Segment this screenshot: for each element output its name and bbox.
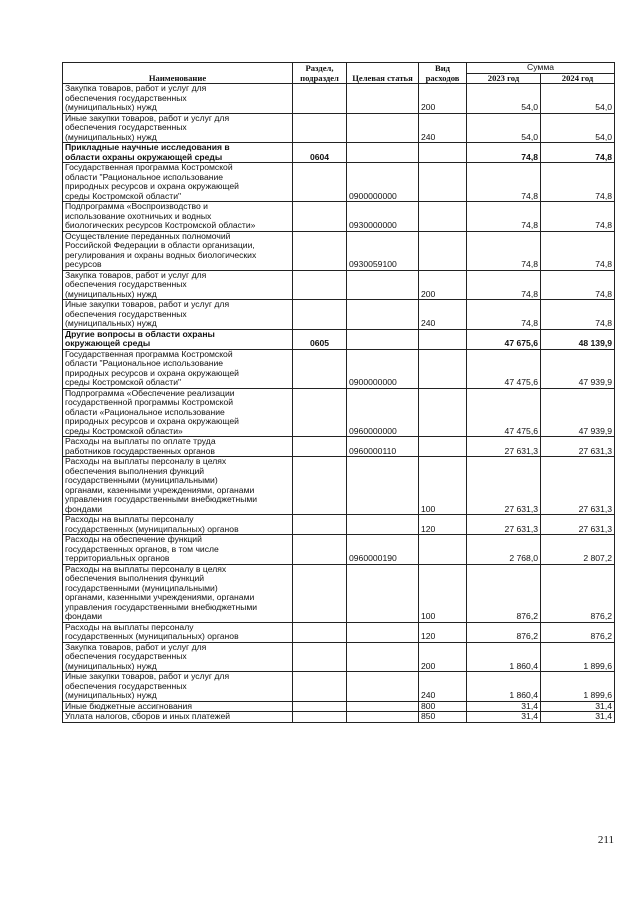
table-row <box>63 300 615 330</box>
row-amount-2023: 47 475,6 <box>467 349 541 388</box>
row-amount-2024: 48 139,9 <box>541 329 615 349</box>
row-amount-2024: 74,8 <box>541 202 615 232</box>
row-name: Закупка товаров, работ и услуг для обеспечения государственных (муниципальных) нужд <box>63 84 293 114</box>
table-row <box>63 270 615 300</box>
row-target-code <box>347 270 419 300</box>
table-header <box>63 63 615 84</box>
row-expense-kind <box>419 437 467 457</box>
row-amount-2023: 74,8 <box>467 231 541 270</box>
row-expense-kind: 200 <box>419 642 467 672</box>
row-section-code <box>293 672 347 702</box>
header-year-2024: 2024 год <box>541 73 615 84</box>
row-amount-2023: 27 631,3 <box>467 437 541 457</box>
table-row <box>63 329 615 349</box>
row-target-code <box>347 515 419 535</box>
budget-table <box>62 62 615 723</box>
row-section-code <box>293 300 347 330</box>
row-section-code <box>293 270 347 300</box>
row-name: Расходы на выплаты персоналу в целях обеспечения выполнения функций государственными (муниципальными) органами, казенными учреждениями, органами управления государственными внебюджетными фондами <box>63 457 293 515</box>
row-name: Уплата налогов, сборов и иных платежей <box>63 712 293 723</box>
row-amount-2023: 74,8 <box>467 202 541 232</box>
row-amount-2023: 27 631,3 <box>467 515 541 535</box>
row-name: Государственная программа Костромской области "Рациональное использование природных ресурсов и охрана окружающей среды Костромской области" <box>63 163 293 202</box>
row-amount-2024: 876,2 <box>541 622 615 642</box>
row-section-code <box>293 437 347 457</box>
row-expense-kind: 120 <box>419 515 467 535</box>
row-section-code <box>293 113 347 143</box>
table-row <box>63 457 615 515</box>
header-section: Раздел, подраздел <box>293 63 347 84</box>
row-section-code <box>293 457 347 515</box>
row-name: Государственная программа Костромской области "Рациональное использование природных ресурсов и охрана окружающей среды Костромской области" <box>63 349 293 388</box>
row-name: Иные закупки товаров, работ и услуг для обеспечения государственных (муниципальных) нужд <box>63 113 293 143</box>
row-section-code <box>293 564 347 622</box>
row-name: Подпрограмма «Воспроизводство и использование охотничьих и водных биологических ресурсов Костромской области» <box>63 202 293 232</box>
table-row <box>63 113 615 143</box>
row-amount-2023: 2 768,0 <box>467 535 541 565</box>
row-expense-kind: 850 <box>419 712 467 723</box>
row-amount-2024: 74,8 <box>541 231 615 270</box>
row-section-code <box>293 388 347 437</box>
table-row <box>63 564 615 622</box>
table-row <box>63 163 615 202</box>
row-target-code: 0900000000 <box>347 349 419 388</box>
header-name: Наименование <box>63 63 293 84</box>
row-section-code <box>293 231 347 270</box>
row-amount-2024: 74,8 <box>541 300 615 330</box>
row-amount-2023: 1 860,4 <box>467 672 541 702</box>
row-section-code <box>293 622 347 642</box>
table-row <box>63 84 615 114</box>
table-row <box>63 202 615 232</box>
row-amount-2023: 74,8 <box>467 300 541 330</box>
row-amount-2023: 74,8 <box>467 143 541 163</box>
table-row <box>63 437 615 457</box>
row-expense-kind <box>419 388 467 437</box>
page-number: 211 <box>597 834 614 846</box>
row-name: Прикладные научные исследования в области охраны окружающей среды <box>63 143 293 163</box>
row-section-code <box>293 515 347 535</box>
row-name: Иные закупки товаров, работ и услуг для обеспечения государственных (муниципальных) нужд <box>63 300 293 330</box>
table-row <box>63 672 615 702</box>
row-target-code <box>347 642 419 672</box>
row-amount-2023: 54,0 <box>467 113 541 143</box>
row-target-code <box>347 457 419 515</box>
row-expense-kind: 800 <box>419 701 467 712</box>
row-amount-2023: 27 631,3 <box>467 457 541 515</box>
row-target-code <box>347 84 419 114</box>
table-row <box>63 642 615 672</box>
row-section-code <box>293 701 347 712</box>
table-body <box>63 84 615 723</box>
row-expense-kind <box>419 535 467 565</box>
row-section-code: 0604 <box>293 143 347 163</box>
table-row <box>63 712 615 723</box>
row-amount-2024: 2 807,2 <box>541 535 615 565</box>
row-section-code: 0605 <box>293 329 347 349</box>
row-expense-kind: 200 <box>419 84 467 114</box>
table-row <box>63 349 615 388</box>
row-name: Закупка товаров, работ и услуг для обеспечения государственных (муниципальных) нужд <box>63 270 293 300</box>
row-section-code <box>293 535 347 565</box>
header-kind: Вид расходов <box>419 63 467 84</box>
row-amount-2024: 1 899,6 <box>541 672 615 702</box>
row-amount-2024: 1 899,6 <box>541 642 615 672</box>
table-row <box>63 535 615 565</box>
row-expense-kind <box>419 143 467 163</box>
row-target-code: 0960000190 <box>347 535 419 565</box>
row-amount-2024: 27 631,3 <box>541 457 615 515</box>
row-target-code <box>347 564 419 622</box>
table-row <box>63 622 615 642</box>
table-row <box>63 231 615 270</box>
row-amount-2024: 74,8 <box>541 163 615 202</box>
row-amount-2023: 47 475,6 <box>467 388 541 437</box>
row-expense-kind: 240 <box>419 672 467 702</box>
row-amount-2024: 27 631,3 <box>541 437 615 457</box>
row-expense-kind <box>419 329 467 349</box>
row-amount-2023: 47 675,6 <box>467 329 541 349</box>
row-expense-kind <box>419 163 467 202</box>
row-amount-2023: 54,0 <box>467 84 541 114</box>
row-amount-2024: 54,0 <box>541 113 615 143</box>
row-name: Подпрограмма «Обеспечение реализации государственной программы Костромской области «Рациональное использование природных ресурсов и охрана окружающей среды Костромской области» <box>63 388 293 437</box>
row-target-code: 0960000000 <box>347 388 419 437</box>
table-row <box>63 701 615 712</box>
row-name: Расходы на выплаты персоналу в целях обеспечения выполнения функций государственными (муниципальными) органами, казенными учреждениями, органами управления государственными внебюджетными фондами <box>63 564 293 622</box>
row-target-code <box>347 701 419 712</box>
row-target-code: 0930000000 <box>347 202 419 232</box>
row-amount-2024: 47 939,9 <box>541 349 615 388</box>
row-name: Другие вопросы в области охраны окружающей среды <box>63 329 293 349</box>
row-amount-2023: 31,4 <box>467 712 541 723</box>
row-target-code: 0930059100 <box>347 231 419 270</box>
table-row <box>63 143 615 163</box>
row-expense-kind: 100 <box>419 564 467 622</box>
row-amount-2023: 74,8 <box>467 163 541 202</box>
header-sum: Сумма <box>467 63 615 74</box>
row-amount-2024: 47 939,9 <box>541 388 615 437</box>
row-section-code <box>293 202 347 232</box>
row-name: Расходы на обеспечение функций государственных органов, в том числе территориальных органов <box>63 535 293 565</box>
row-amount-2023: 74,8 <box>467 270 541 300</box>
row-name: Иные бюджетные ассигнования <box>63 701 293 712</box>
header-target: Целевая статья <box>347 63 419 84</box>
row-expense-kind: 200 <box>419 270 467 300</box>
row-target-code <box>347 113 419 143</box>
row-section-code <box>293 163 347 202</box>
row-name: Осуществление переданных полномочий Российской Федерации в области организации, регулирования и охраны водных биологических ресурсов <box>63 231 293 270</box>
row-amount-2023: 31,4 <box>467 701 541 712</box>
row-expense-kind <box>419 349 467 388</box>
row-section-code <box>293 642 347 672</box>
row-section-code <box>293 712 347 723</box>
row-target-code <box>347 143 419 163</box>
row-target-code: 0900000000 <box>347 163 419 202</box>
row-expense-kind: 240 <box>419 113 467 143</box>
row-amount-2024: 876,2 <box>541 564 615 622</box>
row-amount-2024: 74,8 <box>541 143 615 163</box>
row-name: Расходы на выплаты по оплате труда работников государственных органов <box>63 437 293 457</box>
row-section-code <box>293 84 347 114</box>
row-target-code: 0960000110 <box>347 437 419 457</box>
row-expense-kind: 100 <box>419 457 467 515</box>
row-amount-2024: 74,8 <box>541 270 615 300</box>
row-target-code <box>347 672 419 702</box>
row-target-code <box>347 622 419 642</box>
row-expense-kind <box>419 202 467 232</box>
row-name: Расходы на выплаты персоналу государственных (муниципальных) органов <box>63 515 293 535</box>
row-target-code <box>347 300 419 330</box>
row-target-code <box>347 329 419 349</box>
row-expense-kind: 240 <box>419 300 467 330</box>
row-expense-kind <box>419 231 467 270</box>
row-target-code <box>347 712 419 723</box>
row-amount-2023: 876,2 <box>467 564 541 622</box>
table-row <box>63 515 615 535</box>
row-amount-2023: 876,2 <box>467 622 541 642</box>
row-name: Расходы на выплаты персоналу государственных (муниципальных) органов <box>63 622 293 642</box>
row-name: Закупка товаров, работ и услуг для обеспечения государственных (муниципальных) нужд <box>63 642 293 672</box>
header-year-2023: 2023 год <box>467 73 541 84</box>
row-amount-2024: 31,4 <box>541 712 615 723</box>
row-section-code <box>293 349 347 388</box>
row-amount-2024: 54,0 <box>541 84 615 114</box>
row-amount-2024: 27 631,3 <box>541 515 615 535</box>
row-amount-2024: 31,4 <box>541 701 615 712</box>
row-amount-2023: 1 860,4 <box>467 642 541 672</box>
row-expense-kind: 120 <box>419 622 467 642</box>
row-name: Иные закупки товаров, работ и услуг для обеспечения государственных (муниципальных) нужд <box>63 672 293 702</box>
table-row <box>63 388 615 437</box>
